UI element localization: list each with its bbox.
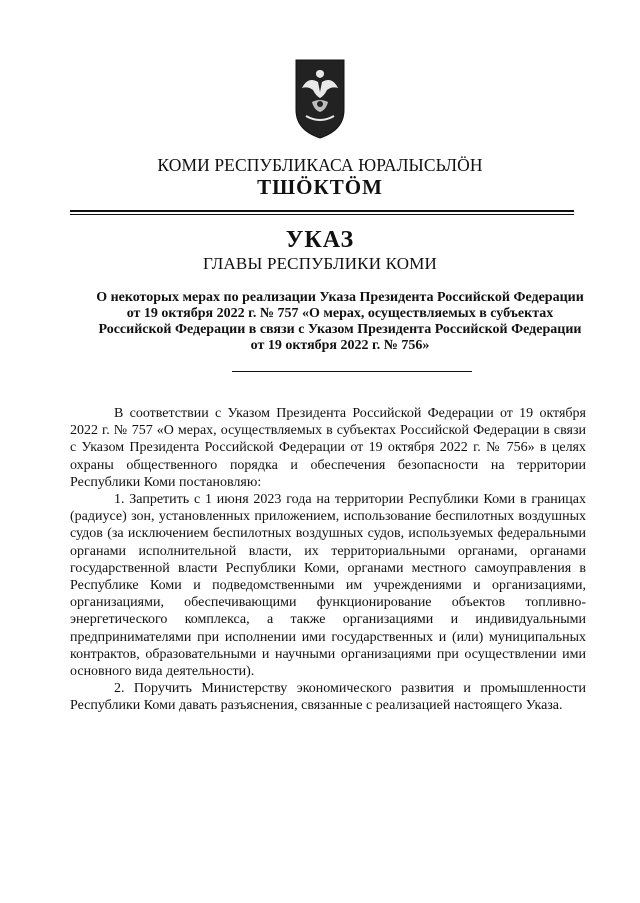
subject-underline bbox=[232, 371, 472, 372]
item-1-paragraph: 1. Запретить с 1 июня 2023 года на территории Республики Коми в границах (радиусе) зон, установленных приложением, использование беспилотных воздушных судов (за исключением беспилотных воздушных судов, используемых федеральными органами исполнительной власти, их территориальными органами, органами государственной власти Республики Коми, органами местного самоуправления в Республике Коми и подведомственными им учреждениями и организациями, организациями, обеспечивающими функционирование объектов топливно-энергетического комплекса, а также организациями и индивидуальными предпринимателями при исполнении ими государственных и (или) муниципальных контрактов, образовательными и научными организациями при осуществлении ими основного вида деятельности). bbox=[70, 492, 586, 680]
document-type: УКАЗ bbox=[285, 227, 355, 253]
issuing-authority: ГЛАВЫ РЕСПУБЛИКИ КОМИ bbox=[202, 254, 438, 273]
item-2-paragraph: 2. Поручить Министерству экономического развития и промышленности Республики Коми давать разъяснения, связанные с реализацией настоящего Указа. bbox=[70, 681, 586, 714]
document-body bbox=[70, 405, 586, 715]
header-divider-thin bbox=[70, 214, 574, 215]
document-word-komi: ТШӦКТӦМ bbox=[257, 175, 383, 199]
coat-of-arms-icon bbox=[294, 58, 346, 140]
header-divider-thick bbox=[70, 210, 574, 212]
republic-heading: КОМИ РЕСПУБЛИКАСА ЮРАЛЫСЬЛӦН bbox=[157, 155, 483, 175]
document-subject: О некоторых мерах по реализации Указа Президента Российской Федерации от 19 октября 2022 г. № 757 «О мерах, осуществляемых в субъектах Российской Федерации в связи с Указом Президента Российской Федерации от 19 октября 2022 г. № 756» bbox=[96, 290, 584, 353]
preamble-paragraph: В соответствии с Указом Президента Российской Федерации от 19 октября 2022 г. № 757 «О мерах, осуществляемых в субъектах Российской Федерации в связи с Указом Президента Российской Федерации от 19 октября 2022 г. № 756» в целях охраны общественного порядка и обеспечения безопасности на территории Республики Коми постановляю: bbox=[70, 406, 586, 490]
